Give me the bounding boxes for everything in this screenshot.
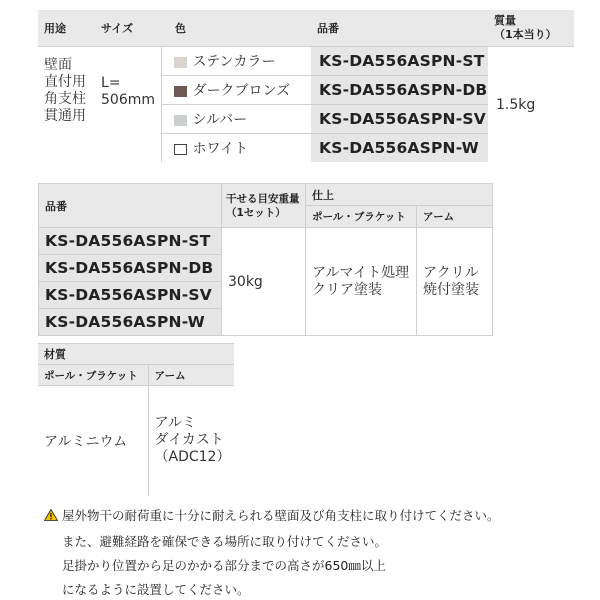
- arm-material-cell: アルミ ダイカスト （ADC12）: [148, 386, 234, 496]
- product-code: KS-DA556ASPN-W: [39, 309, 222, 336]
- header-finish: 仕上: [306, 184, 493, 206]
- color-cell: [161, 47, 311, 76]
- color-swatch: [174, 57, 187, 68]
- note-line: また、避難経路を確保できる場所に取り付けてください。: [62, 534, 388, 549]
- header-load: 干せる目安重量 （1セット）: [222, 184, 306, 228]
- warning-icon: [44, 509, 58, 521]
- pole-material-cell: アルミニウム: [38, 386, 148, 496]
- color-name: ホワイト: [192, 141, 249, 157]
- header-arm: アーム: [417, 206, 493, 228]
- material-table: [38, 343, 234, 496]
- color-swatch: [174, 144, 187, 155]
- color-cell: [161, 134, 311, 163]
- color-name: ダークブロンズ: [192, 83, 291, 99]
- header-pole: ポール・ブラケット: [38, 365, 148, 386]
- warning-note: [44, 506, 500, 524]
- header-color: 色: [175, 22, 186, 35]
- color-swatch: [174, 86, 187, 97]
- note-line: 足掛かり位置から足のかかる部分までの高さが650㎜以上: [62, 558, 386, 573]
- header-pole: ポール・ブラケット: [306, 206, 417, 228]
- header-weight: 質量 （1本当り）: [494, 14, 557, 41]
- header-material: 材質: [38, 344, 234, 365]
- load-cell: 30kg: [222, 228, 306, 336]
- header-use: 用途: [44, 22, 66, 35]
- finish-table: [38, 183, 493, 336]
- color-name: ステンカラー: [192, 54, 276, 70]
- product-code: KS-DA556ASPN-DB: [311, 76, 488, 105]
- product-code: KS-DA556ASPN-ST: [311, 47, 488, 76]
- header-code: 品番: [39, 184, 222, 228]
- color-swatch: [174, 115, 187, 126]
- header-arm: アーム: [148, 365, 234, 386]
- color-cell: [161, 105, 311, 134]
- product-code: KS-DA556ASPN-ST: [39, 228, 222, 255]
- header-code: 品番: [317, 22, 339, 35]
- weight-cell: 1.5kg: [488, 47, 574, 163]
- product-code: KS-DA556ASPN-SV: [311, 105, 488, 134]
- color-name: シルバー: [192, 112, 248, 128]
- note-line: 屋外物干の耐荷重に十分に耐えられる壁面及び角支柱に取り付けてください。: [62, 508, 500, 523]
- use-cell: 壁面 直付用 角支柱 貫通用: [38, 47, 95, 163]
- note-line: になるように設置してください。: [62, 582, 250, 597]
- arm-finish-cell: アクリル 焼付塗装: [417, 228, 493, 336]
- color-cell: [161, 76, 311, 105]
- product-code: KS-DA556ASPN-SV: [39, 282, 222, 309]
- product-code: KS-DA556ASPN-DB: [39, 255, 222, 282]
- pole-finish-cell: アルマイト処理 クリア塗装: [306, 228, 417, 336]
- header-size: サイズ: [101, 22, 134, 35]
- product-spec-table: [38, 10, 574, 162]
- spec-header-row: [38, 10, 574, 47]
- product-code: KS-DA556ASPN-W: [311, 134, 488, 163]
- size-cell: L= 506mm: [95, 47, 161, 163]
